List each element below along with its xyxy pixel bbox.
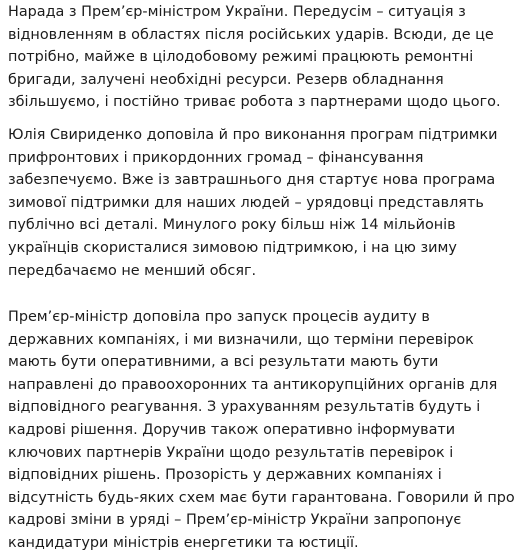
paragraph-meeting-restoration: Нарада з Прем’єр-міністром України. Передусім – ситуація з відновленням в областях після російських ударів. Всюди, де це потрібно, майже в цілодобовому режимі працюють ремонтні бригади, залучені необхідні ресурси. Резерв обладнання збільшуємо, і постійно триває робота з партнерами щодо цього. <box>8 4 501 111</box>
paragraph-audit-state-companies: Прем’єр-міністр доповіла про запуск процесів аудиту в державних компаніях, і ми визначили, що терміни перевірок мають бути оперативними, а всі результати мають бути направлені до правоохоронних та антикорупційних органів для відповідного реагування. З урахуванням результатів будуть і кадрові рішення. Доручив також оперативно інформувати ключових партнерів України щодо результатів перевірок і відповідних рішень. Прозорість у державних компаніях і відсутність будь-яких схем має бути гарантована. Говорили й про кадрові зміни в уряді – Прем’єр-міністр України запропонує кандидатури міністрів енергетики та юстиції. <box>8 309 515 551</box>
paragraph-winter-support: Юлія Свириденко доповіла й про виконання програм підтримки прифронтових і прикордонних громад – фінансування забезпечуємо. Вже із завтрашнього дня стартує нова програма зимової підтримки для наших людей – урядовці представлять публічно всі деталі. Минулого року більш ніж 14 мільйонів українців скористалися зимовою підтримкою, і на цю зиму передбачаємо не менший обсяг. <box>8 127 498 279</box>
